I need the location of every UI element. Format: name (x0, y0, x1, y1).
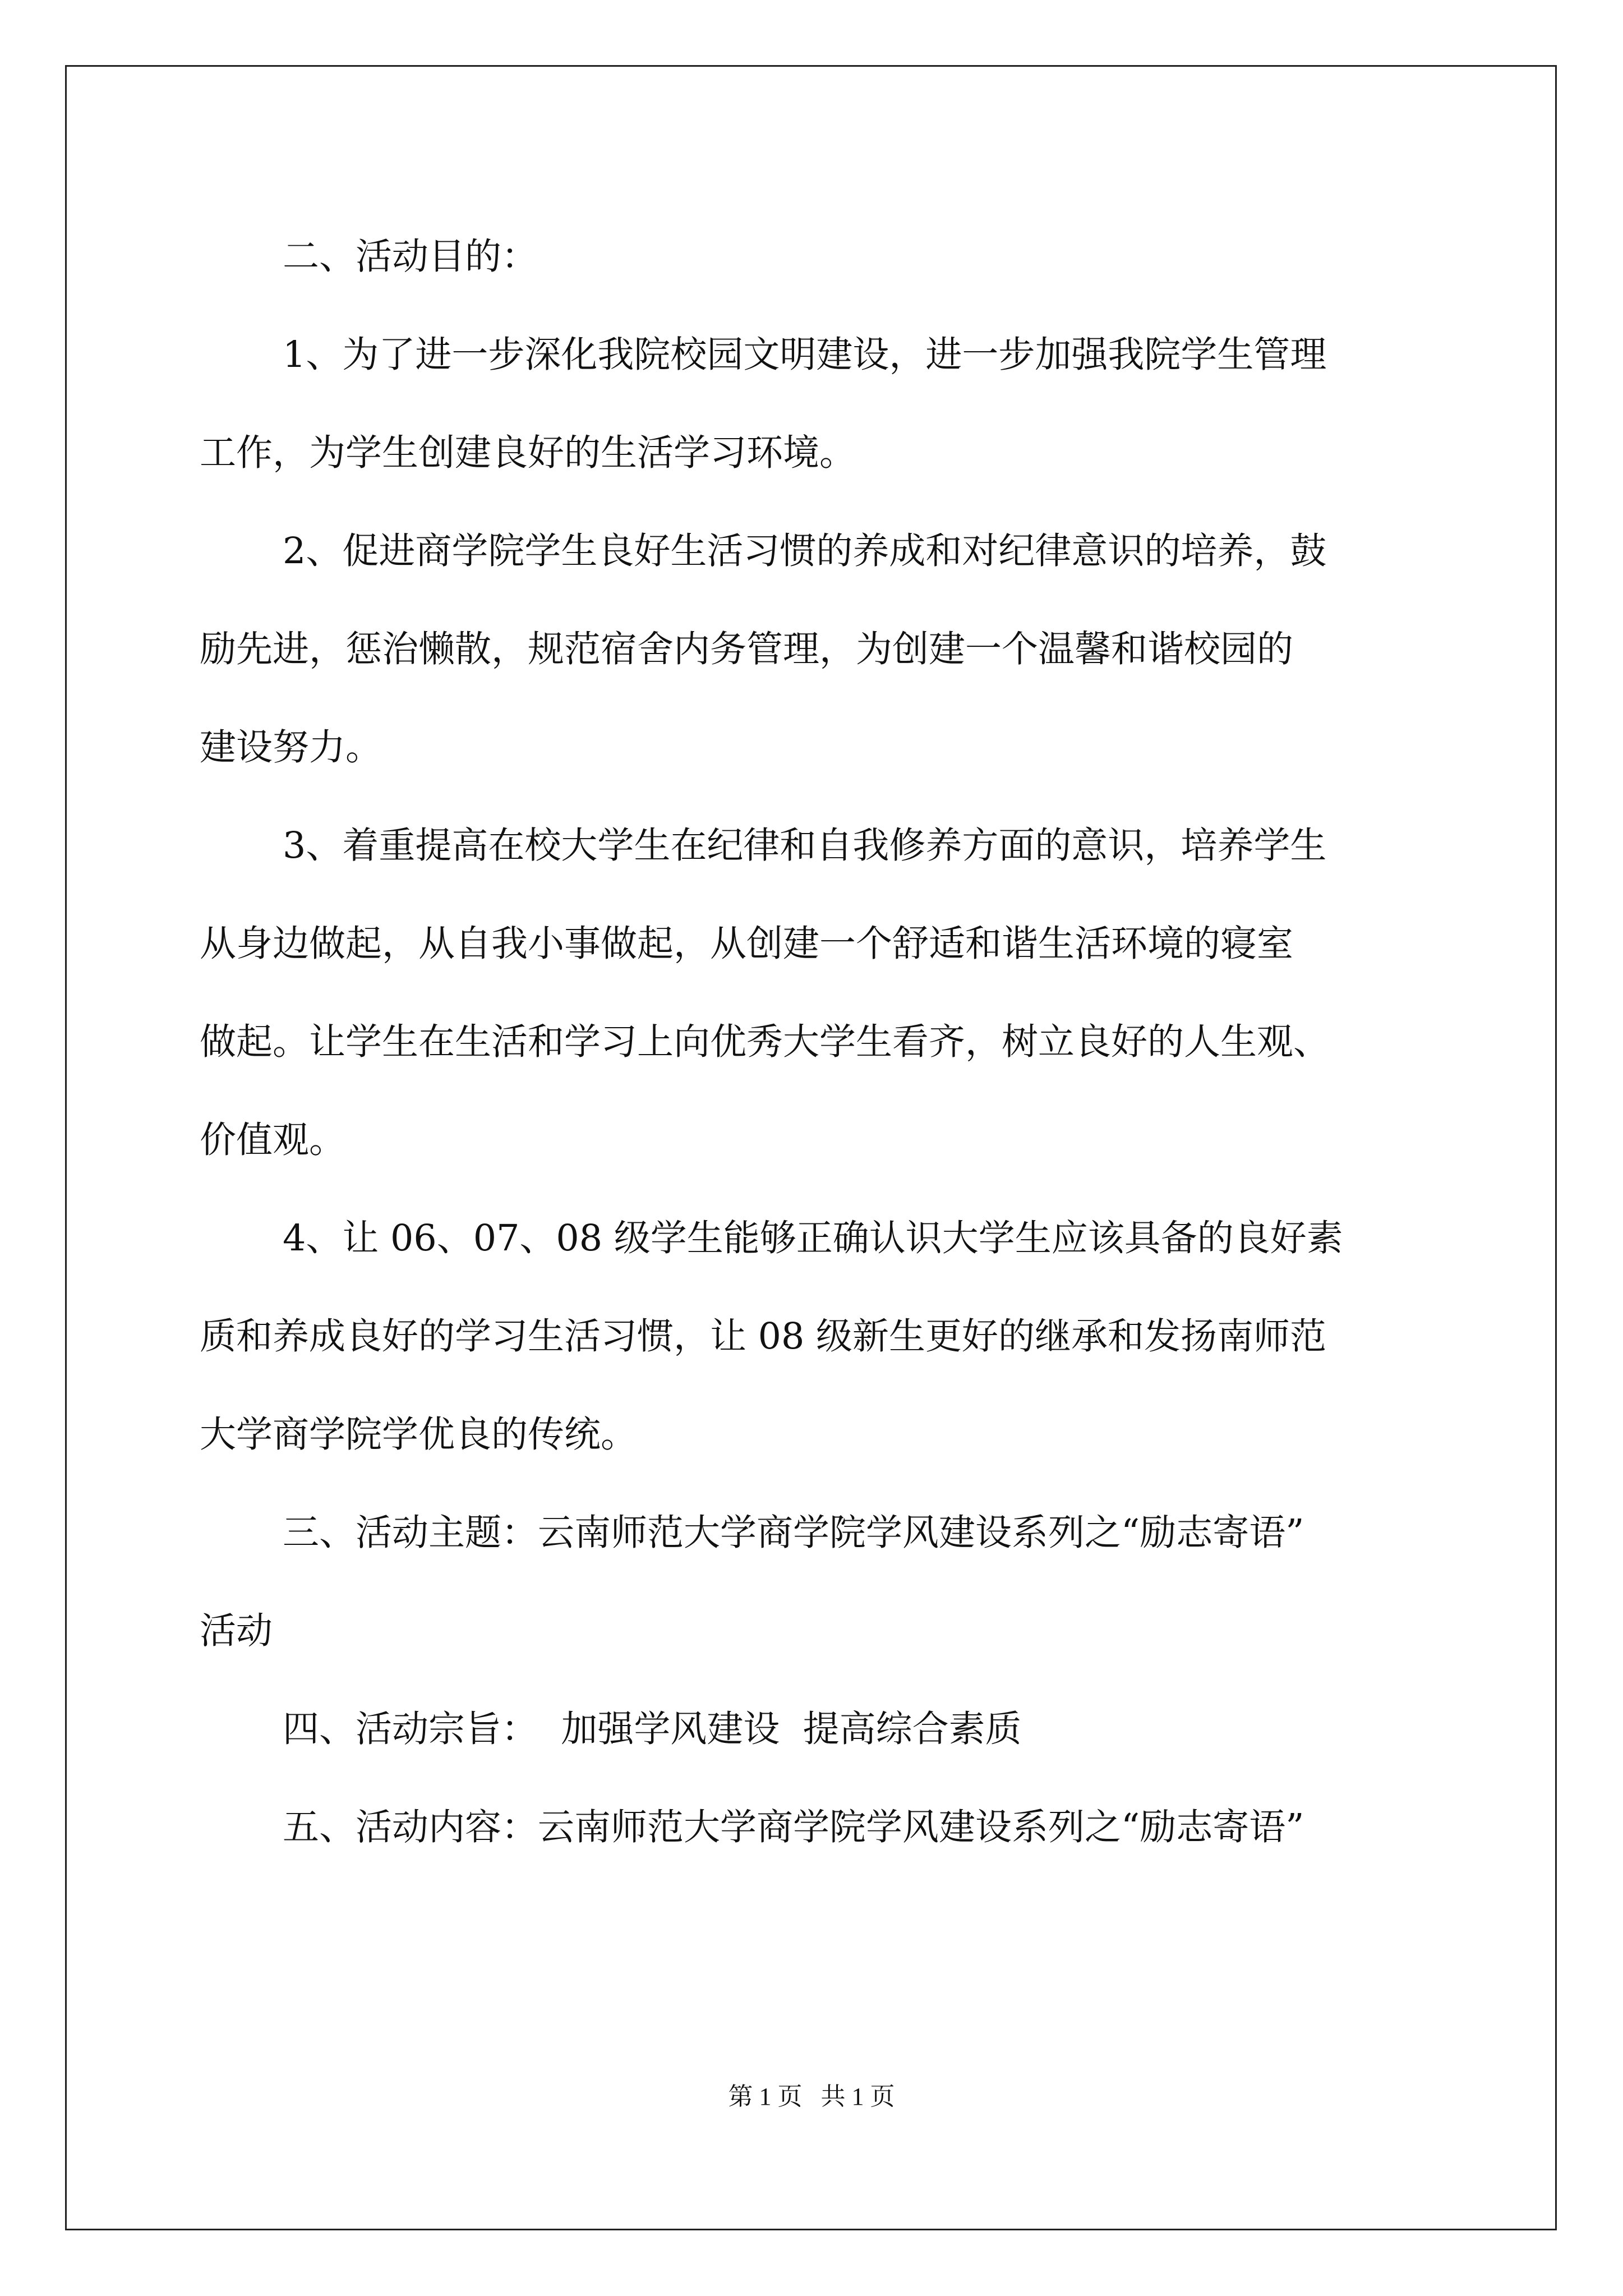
paragraph-3-line-3: 做起。让学生在生活和学习上向优秀大学生看齐，树立良好的人生观、 (200, 1021, 1330, 1063)
section-heading-content: 五、活动内容：云南师范大学商学院学风建设系列之“励志寄语” (283, 1806, 1304, 1848)
section-heading-purpose: 二、活动目的： (283, 236, 538, 278)
paragraph-3-line-1: 3、着重提高在校大学生在纪律和自我修养方面的意识，培养学生 (283, 825, 1327, 867)
section-heading-theme-cont: 活动 (200, 1610, 273, 1652)
page-footer: 第 1 页 共 1 页 (728, 2083, 895, 2110)
section-heading-aim: 四、活动宗旨： 加强学风建设 提高综合素质 (283, 1708, 1022, 1750)
paragraph-1-line-1: 1、为了进一步深化我院校园文明建设，进一步加强我院学生管理 (283, 334, 1327, 376)
paragraph-4-line-3: 大学商学院学优良的传统。 (200, 1414, 638, 1456)
paragraph-2-line-3: 建设努力。 (200, 726, 382, 769)
section-heading-theme: 三、活动主题：云南师范大学商学院学风建设系列之“励志寄语” (283, 1512, 1304, 1554)
paragraph-3-line-2: 从身边做起，从自我小事做起，从创建一个舒适和谐生活环境的寝室 (200, 923, 1294, 965)
paragraph-4-line-1: 4、让 06、07、08 级学生能够正确认识大学生应该具备的良好素 (283, 1217, 1343, 1259)
paragraph-2-line-2: 励先进，惩治懒散，规范宿舍内务管理，为创建一个温馨和谐校园的 (200, 628, 1294, 670)
paragraph-3-line-4: 价值观。 (200, 1119, 346, 1161)
paragraph-4-line-2: 质和养成良好的学习生活习惯，让 08 级新生更好的继承和发扬南师范 (200, 1315, 1327, 1358)
paragraph-1-line-2: 工作，为学生创建良好的生活学习环境。 (200, 432, 856, 474)
paragraph-2-line-1: 2、促进商学院学生良好生活习惯的养成和对纪律意识的培养，鼓 (283, 530, 1327, 572)
